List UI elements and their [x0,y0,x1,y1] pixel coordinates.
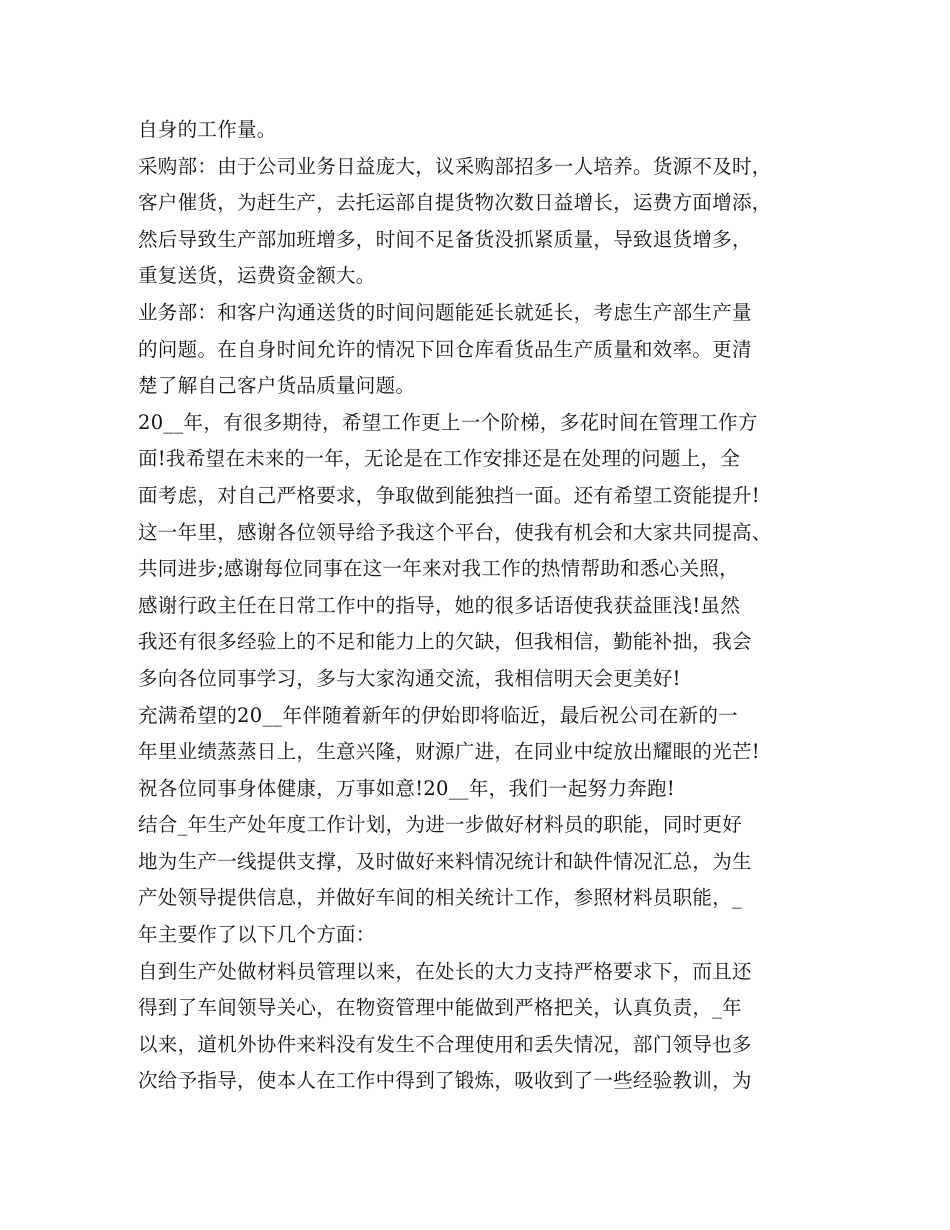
document-body [138,112,818,1100]
text-line: 次给予指导，使本人在工作中得到了锻炼，吸收到了一些经验教训，为 [138,1069,752,1093]
text-line: 楚了解自己客户货品质量问题。 [138,374,416,398]
text-line: 的问题。在自身时间允许的情况下回仓库看货品生产质量和效率。更清 [138,337,752,361]
text-line: 以来，道机外协件来料没有发生不合理使用和丢失情况，部门领导也多 [138,1032,752,1056]
text-line: 然后导致生产部加班增多，时间不足备货没抓紧质量，导致退货增多， [138,227,752,251]
text-line: 面!我希望在未来的一年，无论是在工作安排还是在处理的问题上，全 [138,447,741,471]
text-line: 这一年里，感谢各位领导给予我这个平台，使我有机会和大家共同提高、 [138,520,772,544]
text-line: 得到了车间领导关心，在物资管理中能做到严格把关，认真负责，_年 [138,996,743,1020]
text-line: 20__年，有很多期待，希望工作更上一个阶梯，多花时间在管理工作方 [138,410,758,434]
text-line: 业务部：和客户沟通送货的时间问题能延长就延长，考虑生产部生产量 [138,300,752,324]
text-line: 面考虑，对自己严格要求，争取做到能独挡一面。还有希望工资能提升! [138,483,760,507]
text-line: 重复送货，运费资金额大。 [138,264,376,288]
text-line: 结合_年生产处年度工作计划，为进一步做好材料员的职能，同时更好 [138,813,743,837]
text-line: 祝各位同事身体健康，万事如意!20__年，我们一起努力奔跑! [138,776,675,800]
text-line: 自到生产处做材料员管理以来，在处长的大力支持严格要求下，而且还 [138,959,752,983]
text-line: 年里业绩蒸蒸日上，生意兴隆，财源广进，在同业中绽放出耀眼的光芒! [138,740,760,764]
text-line: 客户催货，为赶生产，去托运部自提货物次数日益增长，运费方面增添， [138,191,772,215]
text-line: 感谢行政主任在日常工作中的指导，她的很多话语使我获益匪浅!虽然 [138,593,741,617]
text-line: 产处领导提供信息，并做好车间的相关统计工作，参照材料员职能，_ [138,886,743,910]
text-line: 自身的工作量。 [138,118,277,141]
text-line: 共同进步;感谢每位同事在这一年来对我工作的热情帮助和悉心关照， [138,557,739,581]
text-line: 采购部：由于公司业务日益庞大，议采购部招多一人培养。货源不及时， [138,154,772,178]
text-line: 地为生产一线提供支撑，及时做好来料情况统计和缺件情况汇总，为生 [138,849,752,873]
text-line: 充满希望的20__年伴随着新年的伊始即将临近，最后祝公司在新的一 [138,703,738,727]
text-line: 多向各位同事学习，多与大家沟通交流，我相信明天会更美好! [138,666,681,690]
text-line: 我还有很多经验上的不足和能力上的欠缺，但我相信，勤能补拙，我会 [138,630,752,654]
text-line: 年主要作了以下几个方面： [138,923,376,947]
